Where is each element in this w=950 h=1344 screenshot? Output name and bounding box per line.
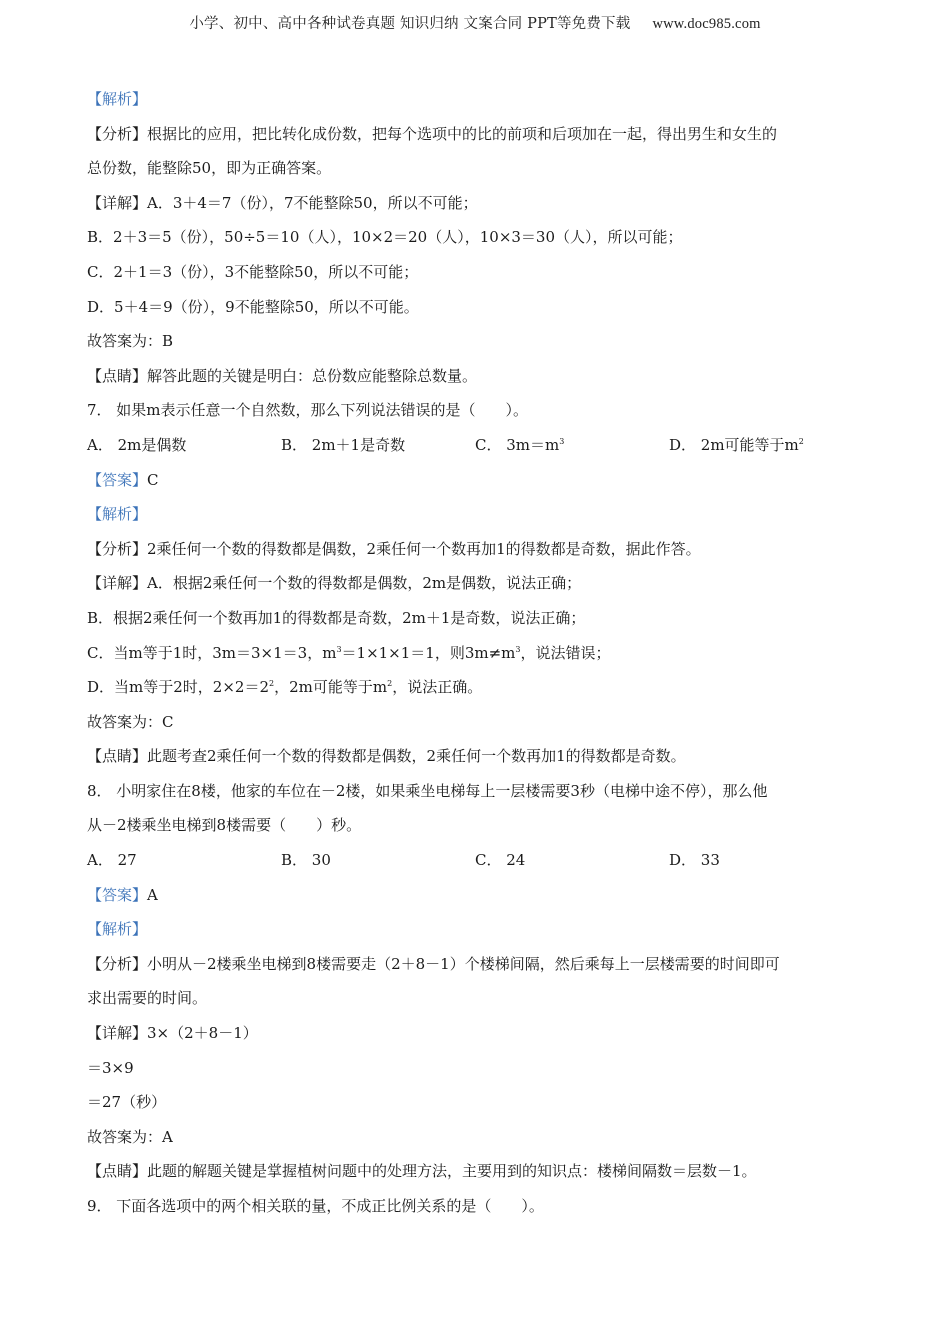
text-line: 【详解】A．3＋4＝7（份），7不能整除50，所以不可能； (87, 193, 478, 212)
text-line: 【点睛】此题的解题关键是掌握植树问题中的处理方法，主要用到的知识点：楼梯间隔数＝层数－1。 (87, 1162, 757, 1181)
option-text: A． 27 (87, 851, 137, 870)
option-item (87, 428, 281, 463)
section-tag: 【解析】 (87, 90, 148, 108)
answer-line (87, 463, 867, 498)
page-header (0, 12, 950, 33)
option-item (281, 428, 475, 463)
option-text: D． 2m可能等于m (669, 435, 799, 454)
option-item (669, 428, 863, 463)
superscript: 3 (515, 644, 521, 654)
superscript: 2 (269, 679, 275, 689)
text-line (87, 670, 867, 705)
text-line: 【详解】3×（2＋8－1） (87, 1024, 258, 1043)
text-line: 【分析】根据比的应用，把比转化成份数，把每个选项中的比的前项和后项加在一起，得出男生和女生的 (87, 124, 778, 143)
text-line: 【分析】2乘任何一个数的得数都是偶数，2乘任何一个数再加1的得数都是奇数，据此作答。 (87, 539, 701, 558)
text-line: 故答案为：C (87, 712, 174, 731)
text-line: C．2＋1＝3（份），3不能整除50，所以不可能； (87, 262, 419, 281)
text-line: 从－2楼乘坐电梯到8楼需要（ ）秒。 (87, 816, 362, 835)
option-text: D． 33 (669, 851, 720, 870)
text-line: 故答案为：A (87, 1127, 173, 1146)
text-line: 【详解】A．根据2乘任何一个数的得数都是偶数，2m是偶数，说法正确； (87, 574, 582, 593)
text-segment: ，说法错误； (520, 643, 611, 662)
option-item (87, 843, 281, 878)
text-line: 8． 小明家住在8楼，他家的车位在－2楼，如果乘坐电梯每上一层楼需要3秒（电梯中途不停），那么他 (87, 781, 768, 800)
option-text: C． 24 (475, 851, 526, 870)
answer-tag: 【答案】 (87, 885, 148, 904)
text-line: D．5＋4＝9（份），9不能整除50，所以不可能。 (87, 297, 419, 316)
text-line: ＝3×9 (87, 1058, 134, 1077)
text-line (87, 636, 867, 671)
text-segment: ，2m可能等于m (274, 678, 388, 697)
option-item (281, 843, 475, 878)
text-segment: D．当m等于2时，2×2＝2 (87, 678, 269, 697)
text-line: 求出需要的时间。 (87, 989, 208, 1008)
options-row (87, 428, 867, 463)
text-segment: ＝1×1×1＝1，则3m≠m (341, 643, 516, 662)
text-line: 7． 如果m表示任意一个自然数，那么下列说法错误的是（ ）。 (87, 401, 529, 420)
header-text: 小学、初中、高中各种试卷真题 知识归纳 文案合同 PPT等免费下载 (189, 16, 631, 32)
superscript: 3 (336, 644, 342, 654)
text-line: 【分析】小明从－2楼乘坐电梯到8楼需要走（2＋8－1）个楼梯间隔，然后乘每上一层楼需要的时间即可 (87, 954, 780, 973)
answer-tag: 【答案】 (87, 470, 148, 489)
superscript: 2 (387, 679, 393, 689)
option-text: B． 30 (281, 851, 331, 870)
option-superscript: 3 (559, 436, 565, 446)
section-tag: 【解析】 (87, 920, 148, 939)
option-item (475, 843, 669, 878)
text-line: 9． 下面各选项中的两个相关联的量，不成正比例关系的是（ ）。 (87, 1197, 544, 1215)
text-line: 故答案为：B (87, 332, 174, 351)
option-text: B． 2m＋1是奇数 (281, 435, 406, 454)
text-segment: ，说法正确。 (392, 678, 483, 697)
text-line: 总份数，能整除50，即为正确答案。 (87, 159, 332, 178)
text-line: B．2＋3＝5（份），50÷5＝10（人），10×2＝20（人），10×3＝30（人），所以可能； (87, 228, 683, 247)
text-line: 【点睛】此题考查2乘任何一个数的得数都是偶数，2乘任何一个数再加1的得数都是奇数。 (87, 747, 686, 766)
document-body (87, 82, 867, 1224)
text-segment: C．当m等于1时，3m＝3×1＝3，m (87, 643, 337, 662)
options-row (87, 843, 867, 878)
text-line: B．根据2乘任何一个数再加1的得数都是奇数，2m＋1是奇数，说法正确； (87, 608, 586, 627)
section-tag: 【解析】 (87, 505, 148, 524)
answer-line (87, 878, 867, 913)
text-line: ＝27（秒） (87, 1093, 167, 1112)
answer-value: A (147, 885, 158, 904)
option-superscript: 2 (798, 436, 804, 446)
answer-value: C (147, 470, 159, 489)
option-text: C． 3m＝m (475, 435, 560, 454)
option-item (669, 843, 863, 878)
option-text: A． 2m是偶数 (87, 435, 187, 454)
option-item (475, 428, 669, 463)
text-line: 【点睛】解答此题的关键是明白：总份数应能整除总数量。 (87, 366, 478, 385)
header-site: www.doc985.com (652, 16, 761, 32)
